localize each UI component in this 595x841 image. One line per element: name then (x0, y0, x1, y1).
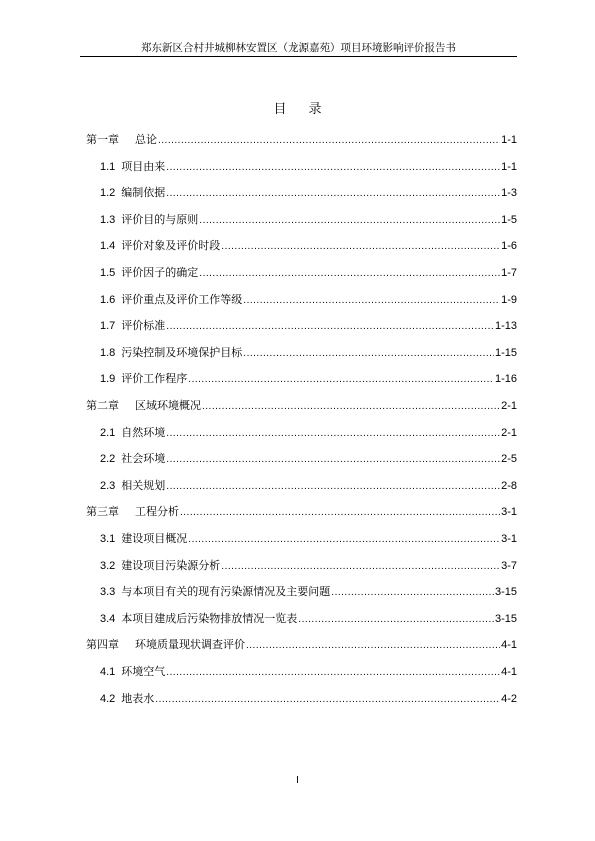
toc-entry-number: 2.1 (100, 426, 116, 439)
toc-dot-leader (166, 319, 494, 335)
toc-entry-number: 3.2 (100, 559, 116, 572)
toc-entry-number: 1.1 (100, 160, 116, 173)
toc-section-entry[interactable] (100, 584, 517, 600)
toc-entry-page: 3-1 (501, 533, 517, 545)
toc-entry-page: 2-8 (501, 479, 517, 492)
running-header: 郑东新区合村井城柳林安置区（龙源嘉苑）项目环境影响评价报告书 (141, 42, 456, 54)
toc-title: 目录 (273, 102, 344, 117)
toc-entry-title: 项目由来 (121, 159, 166, 173)
toc-entry-number: 1.9 (100, 373, 116, 386)
toc-section-entry[interactable] (100, 478, 517, 494)
toc-dot-leader (166, 426, 500, 442)
toc-section-entry[interactable] (100, 371, 517, 387)
toc-entry-title: 评价目的与原则 (121, 212, 199, 226)
toc-entry-title: 自然环境 (121, 425, 166, 439)
toc-section-entry[interactable] (100, 292, 517, 308)
toc-entry-page: 3-1 (501, 506, 517, 519)
toc-dot-leader (243, 293, 500, 309)
toc-dot-leader (166, 479, 500, 495)
toc-entry-page: 2-1 (501, 400, 517, 412)
toc-chapter-entry[interactable] (86, 132, 517, 148)
toc-entry-number: 第一章 (86, 134, 119, 146)
toc-entry-page: 4-1 (501, 639, 517, 652)
toc-entry-title: 评价因子的确定 (121, 266, 199, 279)
toc-entry-title: 区域环境概况 (135, 399, 201, 412)
toc-chapter-entry[interactable] (86, 398, 517, 414)
toc-entry-page: 1-5 (501, 213, 517, 226)
toc-entry-title: 工程分析 (135, 505, 179, 519)
toc-entry-page: 1-16 (494, 373, 517, 386)
toc-dot-leader (155, 692, 500, 708)
toc-entry-page: 2-1 (501, 426, 517, 439)
toc-entry-number: 1.8 (100, 346, 116, 359)
toc-section-entry[interactable] (100, 265, 517, 281)
toc-entry-number: 1.5 (100, 267, 116, 279)
toc-entry-page: 3-15 (494, 612, 517, 625)
toc-dot-leader (166, 160, 500, 176)
toc-entry-title: 污染控制及环境保护目标 (121, 345, 243, 359)
toc-entry-title: 评价对象及评价时段 (121, 239, 221, 253)
toc-section-entry[interactable] (100, 159, 517, 175)
toc-dot-leader (188, 532, 500, 548)
toc-dot-leader (199, 266, 500, 282)
toc-entry-page: 4-1 (501, 666, 517, 678)
toc-dot-leader (246, 638, 500, 654)
toc-section-entry[interactable] (100, 451, 517, 467)
toc-entry-page: 3-15 (494, 586, 517, 599)
toc-entry-title: 本项目建成后污染物排放情况一览表 (121, 611, 298, 625)
toc-entry-number: 3.1 (100, 533, 116, 545)
toc-entry-title: 建设项目污染源分析 (121, 558, 221, 572)
toc-entry-page: 1-13 (494, 320, 517, 333)
toc-entry-number: 第四章 (86, 639, 119, 652)
toc-chapter-entry[interactable] (86, 637, 517, 653)
page-number: I (296, 775, 299, 786)
toc-section-entry[interactable] (100, 558, 517, 574)
toc-entry-title: 环境质量现状调查评价 (135, 638, 245, 652)
toc-dot-leader (180, 505, 500, 521)
toc-entry-page: 1-9 (501, 293, 517, 306)
toc-entry-number: 4.1 (100, 666, 116, 678)
toc-dot-leader (166, 186, 500, 202)
toc-dot-leader (166, 665, 500, 681)
toc-entry-title: 环境空气 (121, 665, 166, 678)
toc-entry-number: 3.3 (100, 586, 116, 599)
toc-entry-number: 1.7 (100, 320, 116, 333)
toc-chapter-entry[interactable] (86, 504, 517, 520)
toc-entry-title: 相关规划 (121, 478, 166, 492)
toc-dot-leader (166, 452, 500, 468)
toc-entry-title: 评价重点及评价工作等级 (121, 292, 243, 306)
toc-entry-number: 2.2 (100, 453, 116, 466)
toc-entry-title: 评价标准 (121, 319, 166, 333)
toc-entry-number: 1.4 (100, 240, 116, 253)
toc-entry-page: 1-3 (501, 187, 517, 200)
toc-section-entry[interactable] (100, 185, 517, 201)
toc-entry-number: 1.2 (100, 187, 116, 200)
toc-dot-leader (221, 559, 500, 575)
toc-entry-page: 4-2 (501, 692, 517, 705)
toc-entry-number: 4.2 (100, 692, 116, 705)
toc-dot-leader (331, 585, 494, 601)
toc-entry-page: 3-7 (501, 559, 517, 572)
toc-entry-page: 1-6 (501, 240, 517, 253)
toc-entry-number: 第二章 (86, 400, 119, 412)
toc-entry-page: 1-1 (501, 134, 517, 146)
toc-entry-number: 3.4 (100, 612, 116, 625)
toc-entry-title: 评价工作程序 (121, 372, 188, 386)
toc-entry-number: 第三章 (86, 506, 119, 519)
toc-section-entry[interactable] (100, 691, 517, 707)
header-rule (80, 56, 517, 57)
toc-dot-leader (202, 399, 500, 415)
toc-entry-page: 1-15 (494, 346, 517, 359)
toc-entry-title: 建设项目概况 (121, 532, 188, 545)
toc-entry-number: 2.3 (100, 479, 116, 492)
toc-entry-page: 2-5 (501, 453, 517, 466)
toc-entry-title: 编制依据 (121, 186, 166, 200)
toc-dot-leader (298, 612, 494, 628)
toc-dot-leader (221, 239, 500, 255)
toc-entry-number: 1.6 (100, 293, 116, 306)
toc-entry-page: 1-1 (501, 160, 517, 173)
toc-entry-title: 地表水 (121, 691, 155, 705)
toc-section-entry[interactable] (100, 425, 517, 441)
toc-dot-leader (158, 133, 500, 149)
toc-section-entry[interactable] (100, 664, 517, 680)
toc-section-entry[interactable] (100, 212, 517, 228)
toc-dot-leader (199, 213, 500, 229)
toc-entry-title: 与本项目有关的现有污染源情况及主要问题 (121, 585, 331, 599)
toc-entry-number: 1.3 (100, 213, 116, 226)
toc-section-entry[interactable] (100, 345, 517, 361)
toc-entry-page: 1-7 (501, 267, 517, 279)
toc-entry-title: 社会环境 (121, 452, 166, 466)
toc-section-entry[interactable] (100, 238, 517, 254)
toc-dot-leader (188, 372, 494, 388)
toc-entry-title: 总论 (135, 133, 157, 146)
toc-section-entry[interactable] (100, 611, 517, 627)
toc-section-entry[interactable] (100, 531, 517, 547)
toc-dot-leader (243, 346, 494, 362)
toc-section-entry[interactable] (100, 318, 517, 334)
